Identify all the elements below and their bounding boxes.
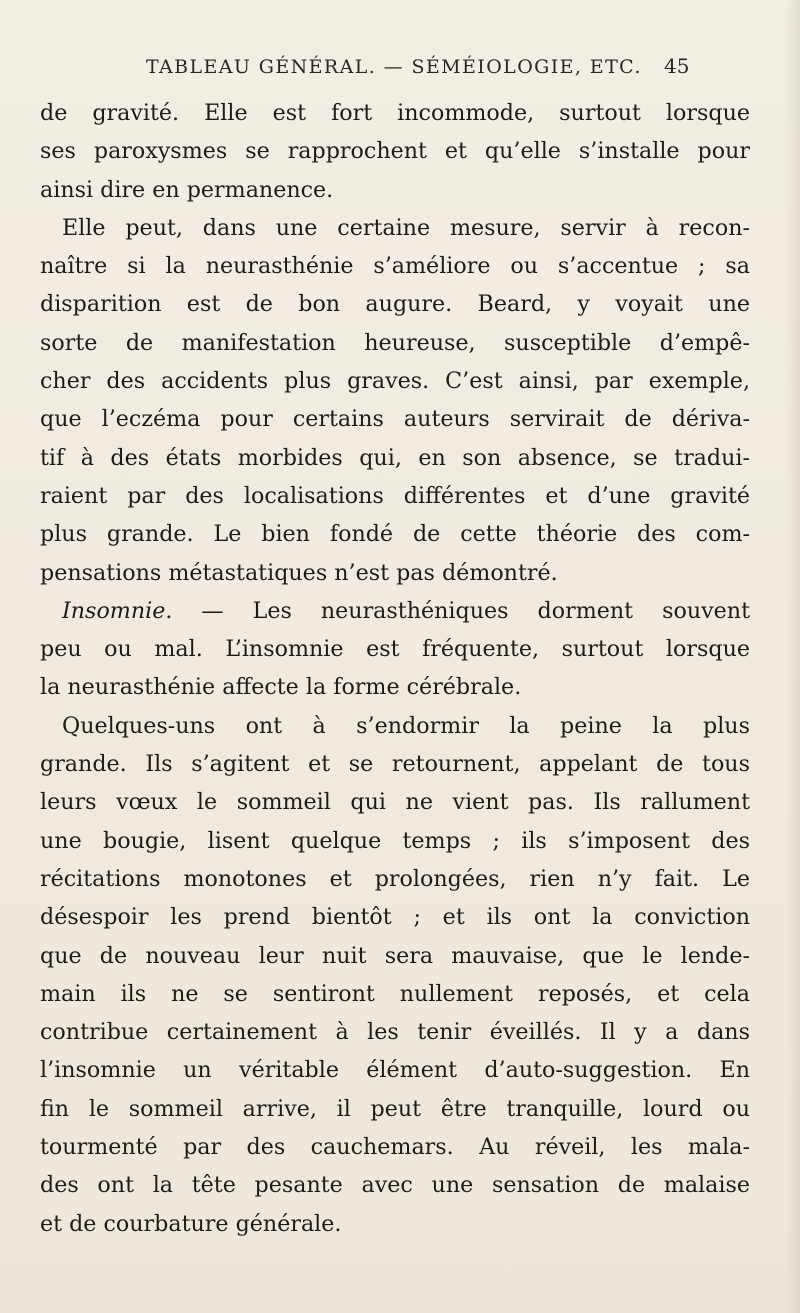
text-line-content: l’insomnie un véritable élément d’auto-suggestion. En <box>40 1057 750 1084</box>
text-line-content: ses paroxysmes se rapprochent et qu’elle s’installe pour <box>40 138 750 165</box>
text-line-content: cher des accidents plus graves. C’est ainsi, par exemple, <box>40 368 750 395</box>
text-line <box>40 94 750 132</box>
text-line <box>40 592 750 630</box>
text-line-content: main ils ne se sentiront nullement reposés, et cela <box>40 980 750 1007</box>
text-line <box>40 477 750 515</box>
text-line <box>40 554 750 592</box>
text-line <box>40 132 750 170</box>
text-line <box>40 1090 750 1128</box>
text-line-content: naître si la neurasthénie s’améliore ou s’accentue ; sa <box>40 253 750 280</box>
text-line <box>40 783 750 821</box>
text-line <box>40 400 750 438</box>
text-line-content: contribue certainement à les tenir éveillés. Il y a dans <box>40 1019 750 1046</box>
text-line <box>40 630 750 668</box>
text-line-content: pensations métastatiques n’est pas démontré. <box>40 559 558 586</box>
text-line <box>40 515 750 553</box>
text-line <box>40 1166 750 1204</box>
text-line-content: peu ou mal. L’insomnie est fréquente, surtout lorsque <box>40 636 750 663</box>
running-head <box>146 56 746 86</box>
text-line <box>40 937 750 975</box>
text-line <box>40 745 750 783</box>
text-line-content: plus grande. Le bien fondé de cette théorie des com- <box>40 521 750 548</box>
text-line-content: Elle peut, dans une certaine mesure, servir à recon- <box>62 214 750 241</box>
text-line <box>40 247 750 285</box>
text-line <box>40 822 750 860</box>
text-line <box>40 707 750 745</box>
text-line-content: sorte de manifestation heureuse, susceptible d’empê- <box>40 329 750 356</box>
text-line <box>40 1205 750 1243</box>
text-line <box>40 209 750 247</box>
body-text <box>40 94 750 1243</box>
text-line-content: leurs vœux le sommeil qui ne vient pas. Ils rallument <box>40 789 750 816</box>
text-line-content: grande. Ils s’agitent et se retournent, appelant de tous <box>40 751 750 778</box>
text-line <box>40 1051 750 1089</box>
text-line <box>40 668 750 706</box>
text-line <box>40 860 750 898</box>
text-line-content: la neurasthénie affecte la forme cérébrale. <box>40 674 522 701</box>
text-line-content: Les neurasthéniques dorment souvent <box>252 597 750 624</box>
page-edge-shadow <box>786 0 800 1313</box>
text-line-content: une bougie, lisent quelque temps ; ils s’imposent des <box>40 827 750 854</box>
text-line-content: désespoir les prend bientôt ; et ils ont la conviction <box>40 904 750 931</box>
text-line <box>40 324 750 362</box>
text-line-content: fin le sommeil arrive, il peut être tranquille, lourd ou <box>40 1095 750 1122</box>
text-line <box>40 1013 750 1051</box>
text-line-content: ainsi dire en permanence. <box>40 176 334 203</box>
text-line-content: que de nouveau leur nuit sera mauvaise, que le lende- <box>40 942 750 969</box>
text-line-content: tourmenté par des cauchemars. Au réveil, les mala- <box>40 1134 750 1161</box>
text-line-content: raient par des localisations différentes et d’une gravité <box>40 482 750 509</box>
text-line-content: que l’eczéma pour certains auteurs servirait de dériva- <box>40 406 750 433</box>
text-line <box>40 285 750 323</box>
text-line <box>40 1128 750 1166</box>
text-line-content: de gravité. Elle est fort incommode, surtout lorsque <box>40 100 750 126</box>
text-line-content: des ont la tête pesante avec une sensation de malaise <box>40 1172 750 1199</box>
text-line-content: récitations monotones et prolongées, rien n’y fait. Le <box>40 865 750 892</box>
text-line-content: Quelques-uns ont à s’endormir la peine la plus <box>62 712 750 739</box>
text-line <box>40 362 750 400</box>
text-line <box>40 171 750 209</box>
text-line <box>40 898 750 936</box>
text-line-content: tif à des états morbides qui, en son absence, se tradui- <box>40 444 750 471</box>
text-line <box>40 439 750 477</box>
page-number: 45 <box>664 54 690 78</box>
running-head-title: TABLEAU GÉNÉRAL. — SÉMÉIOLOGIE, ETC. <box>146 56 642 78</box>
section-heading-insomnie: Insomnie. — <box>62 597 253 624</box>
text-line-content: disparition est de bon augure. Beard, y voyait une <box>40 291 750 318</box>
text-line-content: et de courbature générale. <box>40 1210 342 1237</box>
text-line <box>40 975 750 1013</box>
